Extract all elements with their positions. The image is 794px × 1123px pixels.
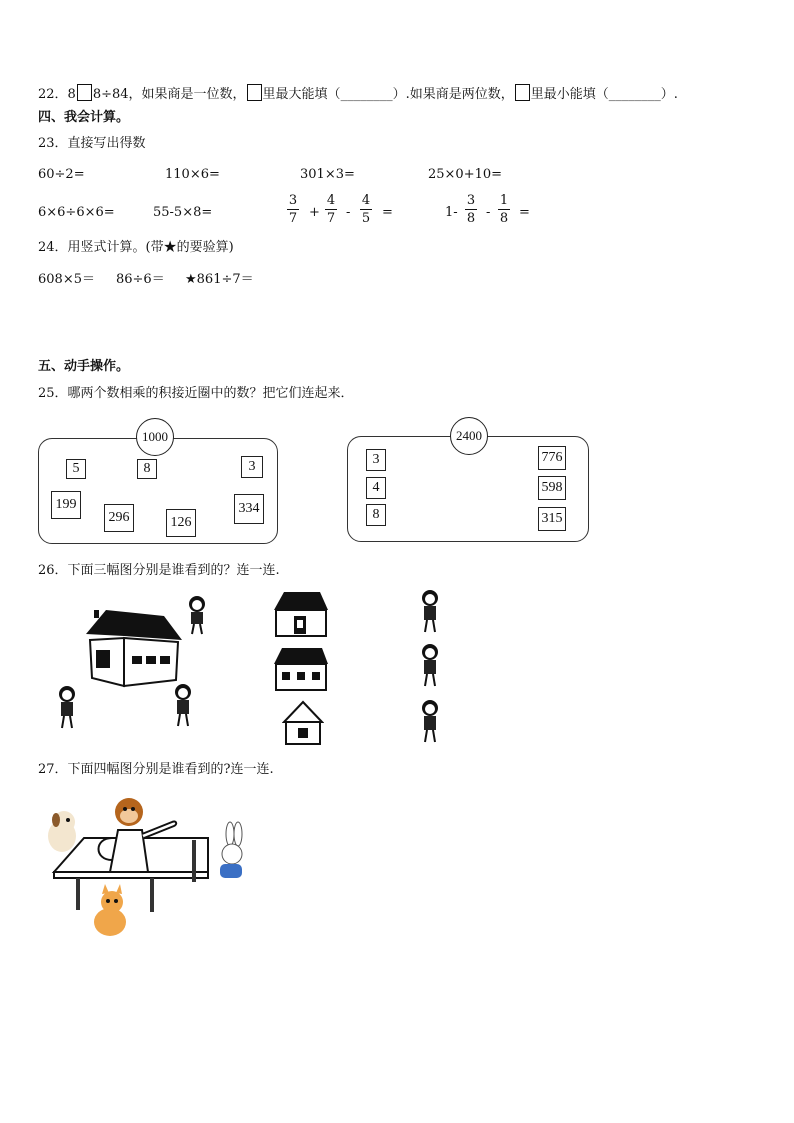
numerator: 3 bbox=[288, 193, 298, 208]
answer-box[interactable] bbox=[515, 84, 530, 101]
number-box[interactable]: 598 bbox=[538, 476, 566, 500]
fraction bbox=[465, 193, 477, 226]
operator: + bbox=[309, 205, 320, 220]
fraction bbox=[287, 193, 299, 226]
fraction bbox=[325, 193, 337, 226]
expr: ★861÷7＝ bbox=[185, 272, 254, 287]
number-box[interactable]: 4 bbox=[366, 477, 386, 499]
denominator: 8 bbox=[499, 211, 509, 226]
q25-title: 25．哪两个数相乘的积接近圈中的数？把它们连起来． bbox=[38, 386, 354, 401]
expr: 608×5＝ bbox=[38, 272, 95, 287]
expr: 25×0+10= bbox=[428, 167, 503, 182]
answer-blank[interactable]: ________ bbox=[340, 87, 393, 102]
number-box[interactable]: 315 bbox=[538, 507, 566, 531]
number-box[interactable]: 776 bbox=[538, 446, 566, 470]
fraction-bar bbox=[325, 209, 337, 210]
section-heading: 五、动手操作。 bbox=[38, 359, 130, 374]
answer-box[interactable] bbox=[247, 84, 262, 101]
equals: = bbox=[382, 205, 393, 220]
house-view-gable bbox=[282, 700, 324, 746]
house-view-side bbox=[272, 646, 330, 692]
number-box[interactable]: 8 bbox=[366, 504, 386, 526]
denominator: 8 bbox=[466, 211, 476, 226]
q24-title: 24．用竖式计算。(带★的要验算) bbox=[38, 240, 234, 255]
section-heading: 四、我会计算。 bbox=[38, 110, 130, 125]
answer-blank[interactable]: ________ bbox=[608, 87, 661, 102]
expr: 86÷6＝ bbox=[116, 272, 165, 287]
number-box[interactable]: 199 bbox=[51, 491, 81, 519]
expr-lead: 1- bbox=[445, 205, 458, 220]
q22-line bbox=[38, 84, 678, 103]
fraction-bar bbox=[498, 209, 510, 210]
numerator: 3 bbox=[466, 193, 476, 208]
fraction-bar bbox=[287, 209, 299, 210]
number-box[interactable]: 3 bbox=[366, 449, 386, 471]
girl-figure bbox=[168, 682, 198, 728]
number-box[interactable]: 8 bbox=[137, 459, 157, 479]
fraction bbox=[360, 193, 372, 226]
numerator: 1 bbox=[499, 193, 509, 208]
q22-text: 里最小能填（ bbox=[530, 87, 609, 102]
girl-figure bbox=[414, 588, 446, 634]
q23-title: 23．直接写出得数 bbox=[38, 136, 146, 151]
house-illustration bbox=[84, 606, 184, 690]
equals: = bbox=[519, 205, 530, 220]
table-animals-illustration bbox=[44, 794, 254, 944]
number-box[interactable]: 334 bbox=[234, 494, 264, 524]
denominator: 5 bbox=[361, 211, 371, 226]
number-box[interactable]: 5 bbox=[66, 459, 86, 479]
fraction bbox=[498, 193, 510, 226]
fraction-bar bbox=[360, 209, 372, 210]
house-view-front bbox=[272, 590, 330, 638]
fraction-bar bbox=[465, 209, 477, 210]
operator: - bbox=[486, 205, 491, 220]
number-box[interactable]: 296 bbox=[104, 504, 134, 532]
q22-number: 22． bbox=[38, 87, 68, 102]
girl-figure bbox=[182, 594, 212, 636]
expr: 6×6÷6×6= bbox=[38, 205, 115, 220]
target-circle: 1000 bbox=[136, 418, 174, 456]
girl-figure bbox=[52, 684, 82, 730]
q22-text: ）.如果商是两位数， bbox=[392, 87, 514, 102]
expr: 301×3= bbox=[300, 167, 355, 182]
q22-text: 8 bbox=[67, 87, 76, 102]
denominator: 7 bbox=[288, 211, 298, 226]
numerator: 4 bbox=[361, 193, 371, 208]
number-box[interactable]: 3 bbox=[241, 456, 263, 478]
answer-box[interactable] bbox=[77, 84, 92, 101]
numerator: 4 bbox=[326, 193, 336, 208]
q22-text: 里最大能填（ bbox=[262, 87, 341, 102]
q22-text: 8÷84，如果商是一位数， bbox=[92, 87, 246, 102]
target-circle: 2400 bbox=[450, 417, 488, 455]
q26-title: 26．下面三幅图分别是谁看到的？连一连. bbox=[38, 563, 280, 578]
denominator: 7 bbox=[326, 211, 336, 226]
q27-title: 27．下面四幅图分别是谁看到的?连一连. bbox=[38, 762, 274, 777]
operator: - bbox=[346, 205, 351, 220]
expr: 110×6= bbox=[165, 167, 220, 182]
number-box[interactable]: 126 bbox=[166, 509, 196, 537]
expr: 60÷2= bbox=[38, 167, 85, 182]
q22-text: ）. bbox=[660, 87, 678, 102]
girl-figure bbox=[414, 642, 446, 688]
girl-figure bbox=[414, 698, 446, 744]
expr: 55-5×8= bbox=[153, 205, 213, 220]
